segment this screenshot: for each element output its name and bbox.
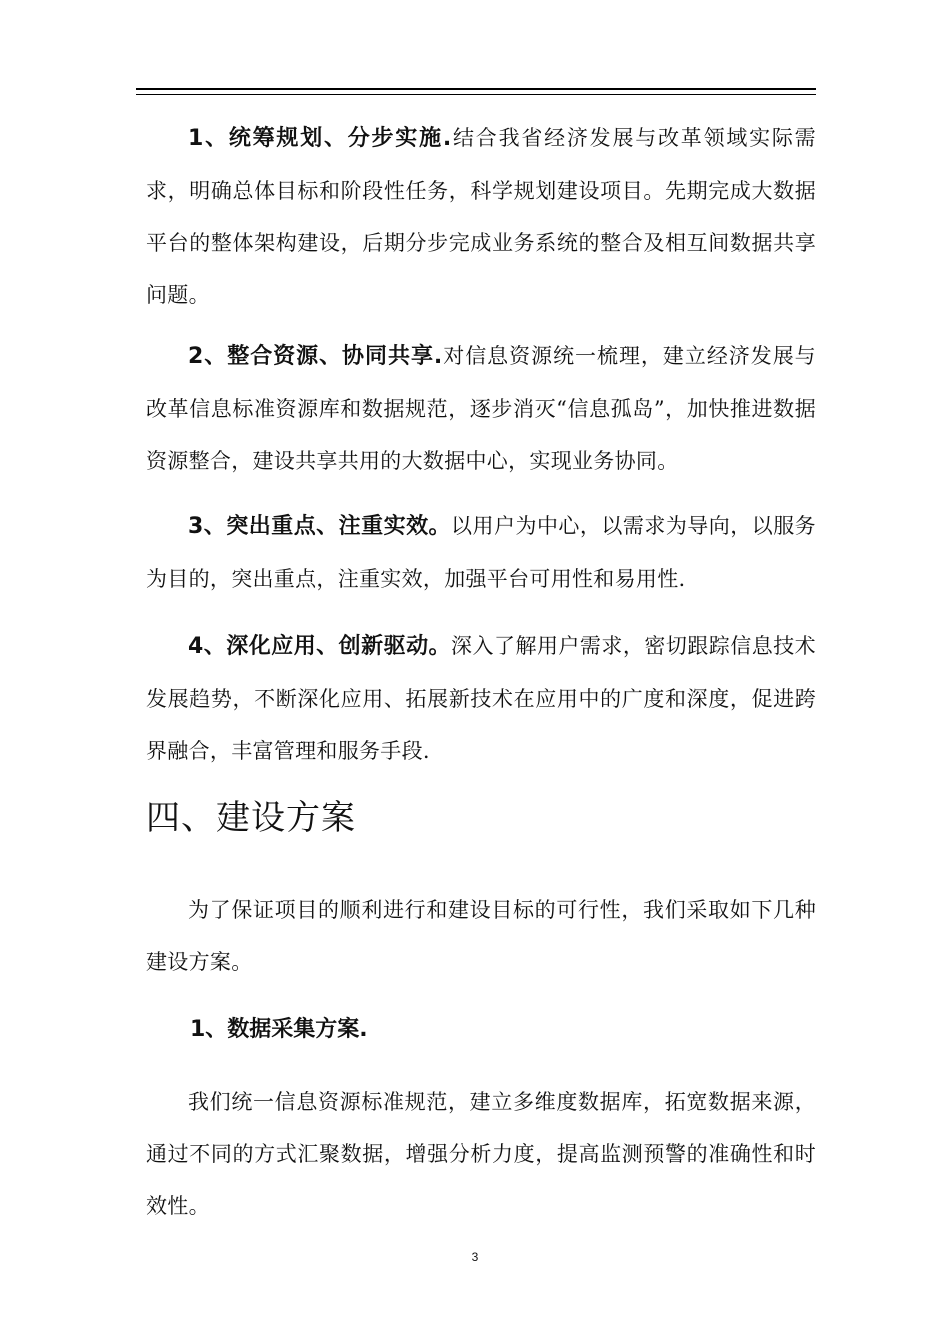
principle-lead-3: 3、突出重点、注重实效。 (188, 514, 452, 539)
principle-paragraph-1 (146, 112, 816, 321)
header-rule-thick (136, 88, 816, 90)
principle-paragraph-4 (146, 620, 816, 777)
section-heading: 四、建设方案 (146, 798, 356, 838)
principle-lead-1: 1、统筹规划、分步实施. (188, 126, 452, 151)
principle-lead-2: 2、整合资源、协同共享. (188, 344, 443, 369)
section-intro: 为了保证项目的顺利进行和建设目标的可行性，我们采取如下几种建设方案。 (146, 898, 816, 974)
principle-paragraph-2 (146, 330, 816, 487)
header-rule-thin (136, 94, 816, 95)
principle-lead-4: 4、深化应用、创新驱动。 (188, 634, 452, 659)
principle-body-2: 对信息资源统一梳理，建立经济发展与改革信息标准资源库和数据规范，逐步消灭“信息孤岛”，加快推进数据资源整合，建设共享共用的大数据中心，实现业务协同。 (146, 344, 816, 473)
principle-body-1: 结合我省经济发展与改革领域实际需求，明确总体目标和阶段性任务，科学规划建设项目。先期完成大数据平台的整体架构建设，后期分步完成业务系统的整合及相互间数据共享问题。 (146, 126, 816, 307)
principle-paragraph-3 (146, 500, 816, 605)
principle-body-3: 以用户为中心，以需求为导向，以服务为目的，突出重点，注重实效，加强平台可用性和易用性. (146, 514, 816, 591)
principle-body-4: 深入了解用户需求，密切跟踪信息技术发展趋势，不断深化应用、拓展新技术在应用中的广度和深度，促进跨界融合，丰富管理和服务手段. (146, 634, 816, 763)
page-number: 3 (471, 1250, 479, 1264)
subsection-heading: 1、数据采集方案. (190, 1017, 368, 1042)
subsection-body: 我们统一信息资源标准规范，建立多维度数据库，拓宽数据来源，通过不同的方式汇聚数据，增强分析力度，提高监测预警的准确性和时效性。 (146, 1090, 816, 1218)
